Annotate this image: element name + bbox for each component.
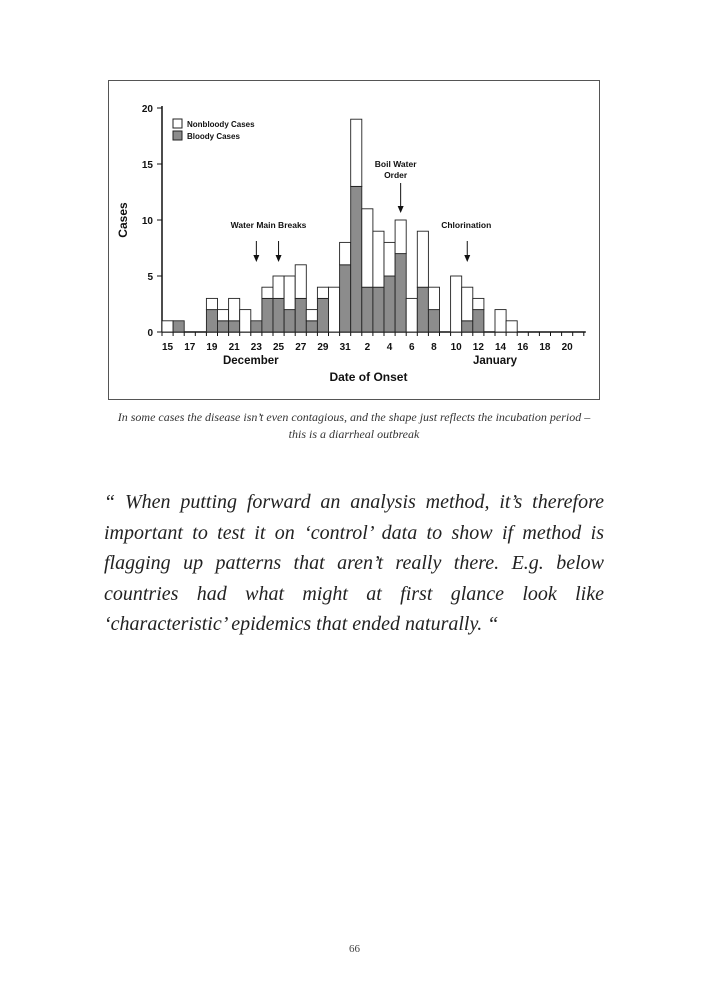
- bar-bloody: [306, 321, 317, 332]
- x-tick-label: 16: [517, 342, 529, 353]
- bar-nonbloody: [462, 287, 473, 321]
- legend-label-bloody: Bloody Cases: [187, 132, 240, 141]
- bar-nonbloody: [395, 220, 406, 254]
- epidemic-curve-chart: [109, 81, 599, 399]
- month-label-january: January: [472, 355, 518, 367]
- bar-bloody: [384, 276, 395, 332]
- x-tick-label: 25: [272, 342, 285, 353]
- bar-bloody: [251, 321, 262, 332]
- bar-bloody: [284, 310, 295, 332]
- bar-nonbloody: [306, 310, 317, 321]
- epidemic-curve-figure: [108, 80, 600, 400]
- bar-bloody: [273, 298, 284, 332]
- x-tick-label: 31: [339, 342, 351, 353]
- bar-bloody: [206, 310, 217, 332]
- bar-bloody: [340, 265, 351, 332]
- y-axis-title: Cases: [116, 202, 130, 238]
- bar-nonbloody: [206, 298, 217, 309]
- x-tick-label: 15: [161, 342, 174, 353]
- bar-nonbloody: [362, 209, 373, 287]
- annotation-water-main-breaks: Water Main Breaks: [230, 220, 307, 230]
- bar-bloody: [262, 298, 273, 332]
- bar-bloody: [229, 321, 240, 332]
- x-tick-label: 2: [364, 342, 371, 353]
- x-axis-title: Date of Onset: [329, 370, 408, 384]
- x-tick-label: 23: [250, 342, 262, 353]
- bar-nonbloody: [451, 276, 462, 332]
- bar-nonbloody: [406, 298, 417, 332]
- y-tick-label: 20: [141, 104, 153, 115]
- bar-bloody: [295, 298, 306, 332]
- bar-bloody: [417, 287, 428, 332]
- x-tick-label: 17: [184, 342, 196, 353]
- arrow-chlorination-head: [464, 255, 470, 262]
- quote-paragraph: “ When putting forward an analysis method, it’s therefore important to test it on ‘control’ data to show if method is flagging up patterns that aren’t really there. E.g. below countries had what might at first glance look like ‘characteristic’ epidemics that ended naturally. “: [104, 491, 604, 635]
- bar-nonbloody: [295, 265, 306, 299]
- x-tick-label: 10: [450, 342, 462, 353]
- x-tick-label: 20: [561, 342, 573, 353]
- x-tick-label: 14: [494, 342, 507, 353]
- legend-swatch-bloody: [173, 131, 182, 140]
- bar-nonbloody: [428, 287, 439, 309]
- bar-nonbloody: [317, 287, 328, 298]
- bar-nonbloody: [329, 287, 340, 332]
- annotation-boil-water-line2: Order: [384, 170, 408, 180]
- bar-nonbloody: [284, 276, 295, 310]
- x-tick-label: 4: [386, 342, 393, 353]
- bar-nonbloody: [384, 242, 395, 276]
- annotation-chlorination: Chlorination: [441, 220, 492, 230]
- bar-nonbloody: [240, 310, 251, 332]
- bar-nonbloody: [417, 231, 428, 287]
- x-tick-label: 27: [295, 342, 307, 353]
- bar-nonbloody: [506, 321, 517, 332]
- x-tick-label: 21: [228, 342, 240, 353]
- bar-nonbloody: [351, 119, 362, 186]
- arrow-water-main-1-head: [276, 255, 282, 262]
- arrow-water-main-0-head: [253, 255, 259, 262]
- legend-swatch-nonbloody: [173, 119, 182, 128]
- bar-bloody: [362, 287, 373, 332]
- bar-bloody: [428, 310, 439, 332]
- bar-nonbloody: [229, 298, 240, 320]
- bar-bloody: [473, 310, 484, 332]
- bar-bloody: [218, 321, 229, 332]
- x-tick-label: 19: [206, 342, 218, 353]
- page-number: 66: [349, 943, 360, 955]
- bar-nonbloody: [162, 321, 173, 332]
- bar-nonbloody: [262, 287, 273, 298]
- bar-bloody: [173, 321, 184, 332]
- y-tick-label: 5: [147, 272, 153, 283]
- y-tick-label: 0: [147, 328, 153, 339]
- bar-bloody: [462, 321, 473, 332]
- arrow-boil-water-head: [398, 206, 404, 213]
- month-label-december: December: [222, 355, 279, 367]
- bar-nonbloody: [273, 276, 284, 298]
- bar-nonbloody: [340, 242, 351, 264]
- bar-bloody: [317, 298, 328, 332]
- bar-bloody: [373, 287, 384, 332]
- bar-nonbloody: [495, 310, 506, 332]
- x-tick-label: 12: [472, 342, 484, 353]
- bar-nonbloody: [218, 310, 229, 321]
- bar-nonbloody: [373, 231, 384, 287]
- bar-bloody: [351, 186, 362, 332]
- bar-nonbloody: [473, 298, 484, 309]
- annotation-boil-water-line1: Boil Water: [374, 159, 417, 169]
- x-tick-label: 6: [408, 342, 415, 353]
- y-tick-label: 10: [141, 216, 153, 227]
- x-tick-label: 18: [539, 342, 551, 353]
- bar-bloody: [395, 254, 406, 332]
- x-tick-label: 29: [317, 342, 329, 353]
- figure-caption: In some cases the disease isn’t even contagious, and the shape just reflects the incubation period – this is a diarrheal outbreak: [117, 410, 591, 441]
- legend-label-nonbloody: Nonbloody Cases: [187, 120, 255, 129]
- x-tick-label: 8: [431, 342, 437, 353]
- y-tick-label: 15: [141, 160, 153, 171]
